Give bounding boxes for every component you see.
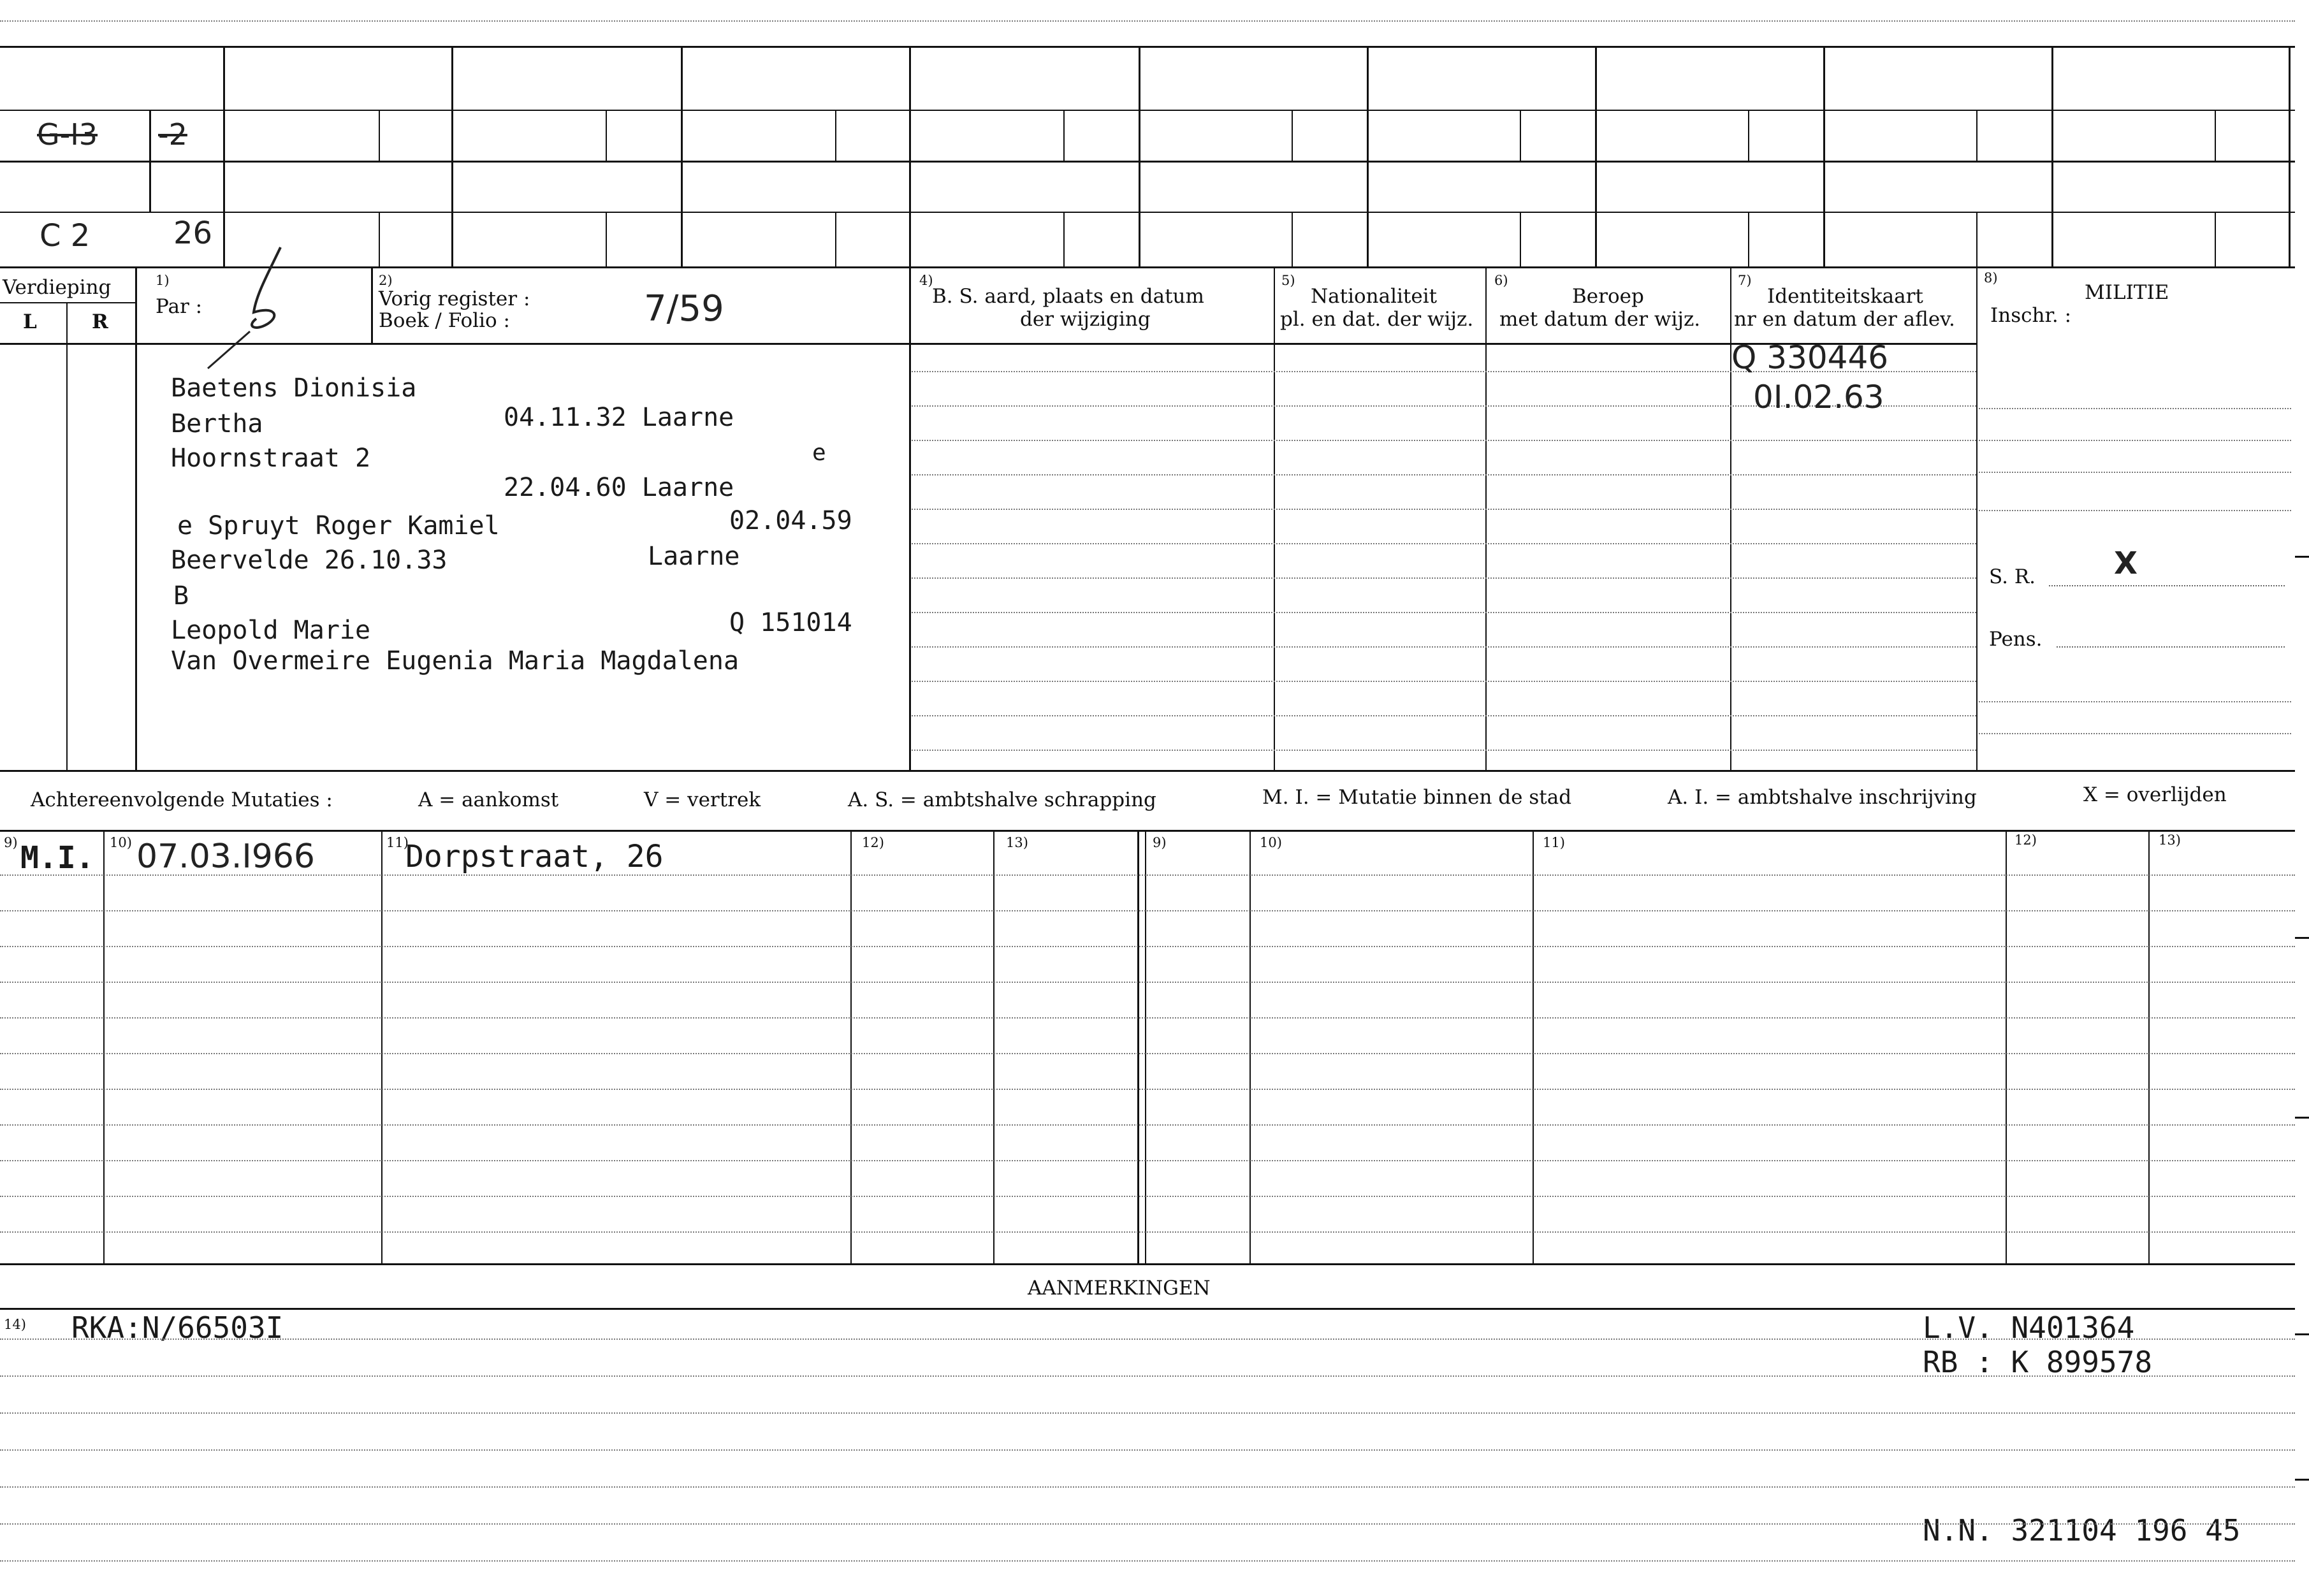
field-number: 7) <box>1738 273 1752 288</box>
beroep-label-line2: met datum der wijz. <box>1499 308 1701 331</box>
field-number: 6) <box>1494 273 1508 288</box>
boek-folio-value: 7/59 <box>644 288 724 330</box>
legend-mutatie: M. I. = Mutatie binnen de stad <box>1262 786 1572 809</box>
field-number: 9) <box>4 835 18 850</box>
spouse-id: Q 151014 <box>729 608 852 637</box>
identity-card-date: 0I.02.63 <box>1753 379 1884 416</box>
field-number: 5) <box>1281 273 1295 288</box>
field-number: 12) <box>2014 832 2037 848</box>
registration-date-place: 22.04.60 Laarne <box>504 473 734 502</box>
pens-label: Pens. <box>1989 628 2043 651</box>
field-number: 1) <box>156 273 170 288</box>
field-number: 11) <box>1543 835 1565 850</box>
identiteitskaart-label-line2: nr en datum der aflev. <box>1734 308 1955 331</box>
par-label: Par : <box>156 295 203 318</box>
field-number: 8) <box>1984 270 1998 286</box>
person-name: Baetens Dionisia <box>171 374 417 403</box>
field-number: 12) <box>862 835 884 850</box>
inschr-label: Inschr. : <box>1990 304 2072 327</box>
beroep-label-line1: Beroep <box>1572 285 1644 308</box>
field-number: 9) <box>1153 835 1167 850</box>
legend-ambtshalve-inschrijving: A. I. = ambtshalve inschrijving <box>1668 786 1977 809</box>
field-number: 10) <box>110 835 132 850</box>
mother-name: Van Overmeire Eugenia Maria Magdalena <box>171 646 739 676</box>
bs-label-line2: der wijziging <box>1020 308 1151 331</box>
father-name: Leopold Marie <box>171 616 371 645</box>
field-number: 13) <box>1006 835 1028 850</box>
marriage-date: 02.04.59 <box>729 506 852 535</box>
field-number: 13) <box>2159 832 2181 848</box>
sr-value: X <box>2114 546 2138 581</box>
verdieping-label: Verdieping <box>3 276 112 299</box>
legend-overlijden: X = overlijden <box>2083 783 2227 806</box>
bs-label-line1: B. S. aard, plaats en datum <box>932 285 1204 308</box>
identity-card-number: Q 330446 <box>1731 339 1889 376</box>
field-number: 4) <box>919 273 933 288</box>
remarks-title: AANMERKINGEN <box>1028 1277 1211 1300</box>
section-code: C 2 <box>40 218 91 254</box>
nationality-mark: B <box>173 581 189 611</box>
nationaliteit-label-line2: pl. en dat. der wijz. <box>1280 308 1474 331</box>
birth-date-place: 04.11.32 Laarne <box>504 403 734 432</box>
e-mark: e <box>812 440 826 466</box>
person-address: Hoornstraat 2 <box>171 444 371 473</box>
legend-vertrek: V = vertrek <box>644 788 761 811</box>
old-section-code: G-I3 <box>37 117 98 152</box>
legend-ambtshalve-schrapping: A. S. = ambtshalve schrapping <box>848 788 1156 811</box>
remark-lv: L.V. N401364 <box>1923 1310 2135 1345</box>
field-number: 2) <box>379 273 393 288</box>
section-number: 26 <box>173 215 213 251</box>
identiteitskaart-label-line1: Identiteitskaart <box>1767 285 1923 308</box>
sr-label: S. R. <box>1989 565 2036 588</box>
spouse-name: e Spruyt Roger Kamiel <box>177 511 500 540</box>
field-number: 10) <box>1260 835 1282 850</box>
person-firstname: Bertha <box>171 409 263 439</box>
remark-rb: RB : K 899578 <box>1923 1345 2153 1379</box>
nationaliteit-label-line1: Nationaliteit <box>1311 285 1438 308</box>
mutation-type: M.I. <box>20 840 94 876</box>
remark-nn: N.N. 321104 196 45 <box>1923 1513 2241 1548</box>
legend-aankomst: A = aankomst <box>418 788 559 811</box>
militie-label: MILITIE <box>2085 281 2169 304</box>
right-label: R <box>92 310 108 333</box>
left-label: L <box>23 310 37 333</box>
marriage-place: Laarne <box>648 542 740 571</box>
remark-rka: RKA:N/66503I <box>71 1310 284 1345</box>
field-number: 14) <box>4 1317 26 1332</box>
vorig-register-label: Vorig register : <box>379 287 530 310</box>
boek-folio-label: Boek / Folio : <box>379 309 510 332</box>
old-section-number: -2 <box>158 117 187 152</box>
mutation-address: Dorpstraat, 26 <box>405 839 664 874</box>
field-number: 11) <box>386 835 409 850</box>
mutation-date: 07.03.I966 <box>136 838 315 876</box>
legend-title: Achtereenvolgende Mutaties : <box>31 788 333 811</box>
spouse-birth: Beervelde 26.10.33 <box>171 546 448 575</box>
